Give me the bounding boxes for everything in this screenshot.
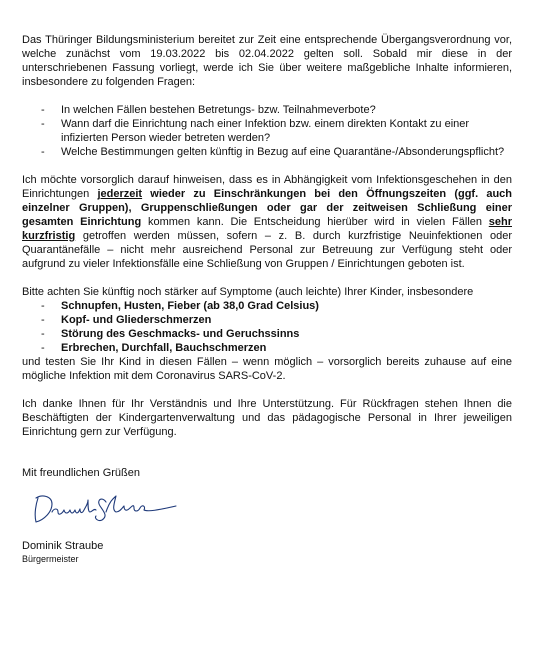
list-item: - Erbrechen, Durchfall, Bauchschmerzen (41, 342, 267, 354)
thanks-paragraph: Ich danke Ihnen für Ihr Verständnis und Ihre Unterstützung. Für Rückfragen stehen Ihnen die Beschäftigten der Kindergartenverwaltung und das pädagogische Personal in Ihrer jeweiligen Einrichtung gern zur Verfügung. (22, 398, 512, 438)
dash-bullet: - (41, 146, 45, 158)
signer-title: Bürgermeister (22, 554, 79, 564)
symptoms-list (22, 299, 512, 355)
dash-bullet: - (41, 118, 45, 130)
list-item: - Kopf- und Gliederschmerzen (41, 314, 212, 326)
intro-paragraph: Das Thüringer Bildungsministerium bereitet zur Zeit eine entsprechende Übergangsverordnung vor, welche zunächst vom 19.03.2022 bis 02.04.2022 gelten soll. Sobald mir diese in der unterschriebenen Fassung vorliegt, werde ich Sie über weitere maßgebliche Inhalte informieren, insbesondere zu folgenden Fragen: (22, 34, 512, 88)
dash-bullet: - (41, 342, 45, 354)
list-item: - Wann darf die Einrichtung nach einer Infektion bzw. einem direkten Kontakt zu einer infizierten Person wieder betreten werden? (41, 118, 470, 144)
closing: Mit freundlichen Grüßen (22, 467, 140, 479)
signer-name: Dominik Straube (22, 540, 104, 552)
dash-bullet: - (41, 104, 45, 116)
list-item: - Störung des Geschmacks- und Geruchssinns (41, 328, 300, 340)
symptoms-outro: und testen Sie Ihr Kind in diesen Fällen – wenn möglich – vorsorglich bereits zuhause auf eine mögliche Infektion mit dem Coronavirus SARS-CoV-2. (22, 356, 512, 382)
symptoms-intro: Bitte achten Sie künftig noch stärker auf Symptome (auch leichte) Ihrer Kinder, insbesondere (22, 286, 474, 298)
list-item: - In welchen Fällen bestehen Betretungs- bzw. Teilnahmeverbote? (41, 104, 376, 116)
dash-bullet: - (41, 300, 45, 312)
list-item: - Welche Bestimmungen gelten künftig in Bezug auf eine Quarantäne-/Absonderungspflicht? (41, 146, 505, 158)
dash-bullet: - (41, 328, 45, 340)
notice-paragraph: Ich möchte vorsorglich darauf hinweisen, dass es in Abhängigkeit vom Infektionsgeschehen in den Einrichtungen jederzeit wieder zu Einschränkungen bei den Öffnungszeiten (ggf. auch einzelner Gruppen), Gruppenschließungen oder gar der zeitweisen Schließung einer gesamten Einrichtung kommen kann. Die Entscheidung hierüber wird in vielen Fällen sehr kurzfristig getroffen werden müssen, sofern – z. B. durch kurzfristige Neuinfektionen oder Quarantänefälle – nicht mehr ausreichend Personal zur Betreuung zur Verfügung steht oder aufgrund zu vieler Infektionsfälle eine Schließung von Gruppen / Einrichtungen geboten ist. (22, 174, 513, 270)
list-item: - Schnupfen, Husten, Fieber (ab 38,0 Grad Celsius) (41, 300, 319, 312)
dash-bullet: - (41, 314, 45, 326)
questions-list (22, 103, 512, 159)
signature-image (30, 490, 180, 528)
letter-body (22, 33, 512, 565)
